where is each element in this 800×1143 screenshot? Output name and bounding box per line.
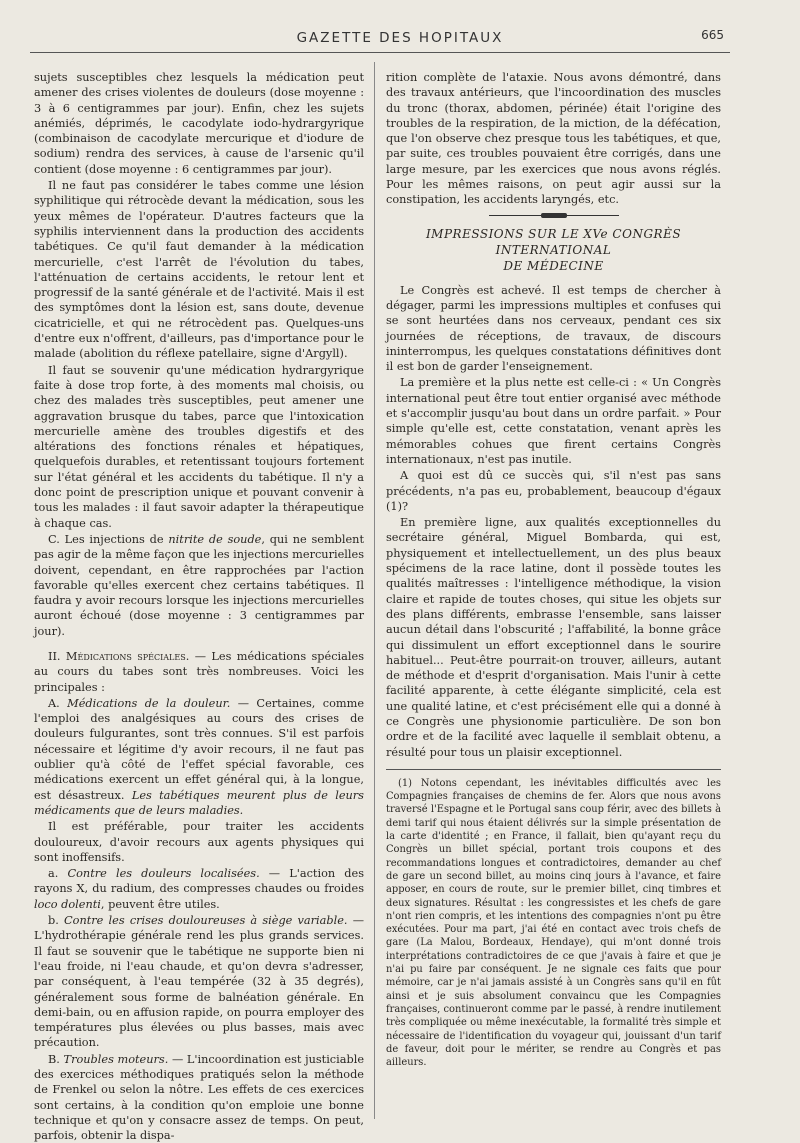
section-heading — [386, 226, 721, 274]
paragraph-c — [34, 532, 364, 639]
footnote: (1) Notons cependant, les inévitables difficultés avec les Compagnies françaises de chemins de fer. Alors que nous avons traversé l'Espagne et le Portugal sans coup férir, avec des billets à demi tarif qui nous étaient délivrés sur la simple présentation de la carte d'identité ; en France, il fallait, bien qu'ayant reçu du Congrès un billet spécial, portant trois coupons et des recommandations longues et contradictoires, demander au chef de gare un second billet, au moins cinq jours à l'avance, et faire apposer, en cours de route, sur le premier billet, cinq timbres et deux signatures. Résultat : les congressistes et les chefs de gare n'ont rien compris, et les intentions des compagnies n'ont pu être exécutées. Pour ma part, j'ai été en contact avec trois chefs de gare (La Malou, Bordeaux, Hendaye), qui m'ont donné trois interprétations contradictoires de ce que j'avais à faire et que je n'ai pu faire par conséquent. Je ne signale ces faits que pour mémoire, car je n'ai jamais assisté à un Congrès sans qu'il en fût ainsi et je suis absolument convaincu que les Compagnies françaises, continueront comme par le passé, à rendre inutilement très compliquée ou même inexécutable, la formalité très simple et nécessaire de l'identification du voyageur qui, jouissant d'un tarif de faveur, doit pour le mériter, se rendre au Congrès et pas ailleurs. — [386, 777, 721, 1069]
para-lead: A. — [48, 696, 68, 710]
right-column — [386, 70, 721, 1130]
paragraph: Il ne faut pas considérer le tabes comme une lésion syphilitique qui rétrocède devant la médication, sous les yeux mêmes de l'opérateur. D'autres facteurs que la syphilis interviennent dans la production des accidents tabétiques. Ce qu'il faut demander à la médication mercurielle, c'est l'arrêt de l'évolution du tabes, l'atténuation de certains accidents, le retour lent et progressif de la santé générale et de l'activité. Mais il est des symptômes dont la lésion est, sans doute, devenue cicatricielle, et qui ne rétrocèdent pas. Quelques-uns d'entre eux n'offrent, d'ailleurs, pas d'importance pour le malade (abolition du réflexe patellaire, signe d'Argyll). — [34, 179, 364, 361]
paragraph: Il est préférable, pour traiter les accidents douloureux, d'avoir recours aux agents physiques qui sont inoffensifs. — [34, 820, 364, 864]
para-lead: b. — [48, 914, 65, 928]
para-italic: loco dolenti — [34, 897, 101, 911]
paragraph: La première et la plus nette est celle-ci : « Un Congrès international peut être tout entier organisé avec méthode et s'accomplir jusqu'au bout dans un ordre parfait. » Pour simple qu'elle est, cette constatation, venant après les mémorables cohues que firent certains Congrès internationaux, n'est pas inutile. — [386, 376, 721, 466]
section-title: Médications spéciales. — [65, 649, 190, 663]
para-text: — L'hydrothérapie générale rend les plus grands services. Il faut se souvenir que le tabétique ne supporte bien ni l'eau froide, ni l'eau chaude, et qu'on devra s'adresser, par conséquent, à l'eau tempérée (32 à 35 degrés), généralement sous forme de balnéation générale. En demi-bain, ou en affusion rapide, on pourra employer des températures plus élevées ou plus basses, mais avec précaution. — [34, 914, 365, 1050]
paragraph: A quoi est dû ce succès qui, s'il n'est pas sans précédents, n'a pas eu, probablement, beaucoup d'égaux (1)? — [386, 469, 721, 513]
paragraph-a-sub — [34, 866, 364, 912]
section-ii — [34, 649, 364, 695]
para-italic: Les tabétiques meurent plus de leurs médicaments que de leurs maladies. — [34, 788, 364, 817]
paragraph: Le Congrès est achevé. Il est temps de chercher à dégager, parmi les impressions multiples et confuses qui se sont heurtées dans nos cerveaux, pendant ces six journées de réceptions, de travaux, de discours ininterrompus, les quelques constatations définitives dont il est bon de garder l'enseignement. — [386, 283, 721, 374]
para-text: , peuvent être utiles. — [100, 897, 220, 911]
para-text: — Certaines, comme l'emploi des analgésiques au cours des crises de douleurs fulgurantes, sont très connues. S'il est parfois nécessaire et légitime d'y avoir recours, il ne faut pas oublier qu'à côté de l'effet spécial favorable, ces médications exercent un effet général qui, à la longue, est désastreux. — [34, 696, 365, 802]
column-divider — [374, 62, 375, 1119]
section-ornament — [489, 215, 619, 217]
paragraph: En première ligne, aux qualités exceptionnelles du secrétaire général, Miguel Bombarda, qui est, physiquement et intellectuellement, un des plus beaux spécimens de la race latine, dont il possède toutes les qualités maîtresses : l'intelligence méthodique, la vision claire et rapide de toutes choses, qui situe les objets sur des plans différents, embrasse l'ensemble, sans laisser aucun détail dans l'obscurité ; l'affabilité, la bonne grâce qui dissimulent un effort exceptionnel dans le sourire habituel... Peut-être pourrait-on trouver, ailleurs, autant de méthode et d'esprit d'organisation. Mais l'unir à cette facilité apparente, à cette élégante simplicité, cela est une qualité latine, et c'est précisément elle qui a donné à ce Congrès une physionomie particulière. De son bon ordre et de la facilité avec laquelle il semblait obtenu, a résulté pour tous un plaisir exceptionnel. — [386, 516, 721, 759]
para-italic: Contre les crises douloureuses à siège variable. — [64, 914, 348, 928]
para-italic: nitrite de soude — [168, 532, 262, 546]
ornament-mark — [541, 213, 567, 218]
section-text: — Les médications spéciales au cours du tabes sont très nombreuses. Voici les principales : — [34, 649, 364, 694]
section-numeral: II. — [48, 649, 66, 663]
para-lead: C. Les injections de — [48, 532, 169, 546]
para-lead: B. — [48, 1052, 64, 1066]
left-column — [34, 70, 365, 1143]
section-heading-line: DE MÉDECINE — [503, 258, 604, 273]
para-italic: Médications de la douleur. — [67, 696, 231, 710]
paragraph-b-sub — [34, 913, 364, 1051]
section-heading-line: IMPRESSIONS SUR LE XVe CONGRÈS INTERNATIONAL — [425, 226, 682, 257]
para-italic: Contre les douleurs localisées. — [67, 867, 260, 881]
paragraph-b — [34, 1052, 364, 1143]
paragraph: sujets susceptibles chez lesquels la médication peut amener des crises violentes de douleurs (dose moyenne : 3 à 6 centigrammes par jour). Enfin, chez les sujets anémiés, déprimés, le cacodylate iodo-hydrargyrique (combinaison de cacodylate mercurique et d'iodure de sodium) rendra des services, à cause de l'arsenic qu'il contient (dose moyenne : 6 centigrammes par jour). — [34, 71, 364, 176]
para-text: , qui ne semblent pas agir de la même façon que les injections mercurielles doivent, cependant, en être rapprochées par l'action favorable qu'elles exercent chez certains tabétiques. Il faudra y avoir recours lorsque les injections mercurielles auront échoué (dose moyenne : 3 centigrammes par jour). — [34, 532, 364, 638]
page-header-title: GAZETTE DES HOPITAUX — [296, 30, 504, 46]
para-lead: a. — [48, 867, 68, 881]
page-number: 665 — [701, 28, 724, 42]
para-text: — L'action des rayons X, du radium, des compresses chaudes ou froides — [34, 867, 364, 896]
paragraph: Il faut se souvenir qu'une médication hydrargyrique faite à dose trop forte, à des moments mal choisis, ou chez des malades très susceptibles, peut amener une aggravation brusque du tabes, parce que l'intoxication mercurielle amène des troubles digestifs et des altérations des fonctions rénales et hépatiques, quelquefois durables, et retentissant toujours fortement sur l'état général et les accidents du tabétique. Il n'y a donc point de prescription unique et pouvant convenir à tous les malades : il faut savoir adapter la thérapeutique à chaque cas. — [34, 363, 364, 530]
para-text: — L'incoordination est justiciable des exercices méthodiques pratiqués selon la méthode de Frenkel ou selon la nôtre. Les effets de ces exercices sont certains, à la condition qu'on emploie une bonne technique et qu'on y consacre assez de temps. On peut, parfois, obtenir la dispa- — [34, 1052, 365, 1143]
header-rule — [30, 52, 730, 53]
footnote-rule — [386, 769, 721, 770]
paragraph-a — [34, 696, 364, 818]
para-italic: Troubles moteurs. — [63, 1052, 169, 1066]
paragraph-continuation: rition complète de l'ataxie. Nous avons démontré, dans des travaux antérieurs, que l'incoordination des muscles du tronc (thorax, abdomen, périnée) était l'origine des troubles de la respiration, de la miction, de la défécation, que l'on observe chez presque tous les tabétiques, et que, par suite, ces troubles pouvaient être corrigés, dans une large mesure, par les exercices que nous avons réglés. Pour les mêmes raisons, on peut agir aussi sur la constipation, les accidents laryngés, etc. — [386, 71, 721, 207]
